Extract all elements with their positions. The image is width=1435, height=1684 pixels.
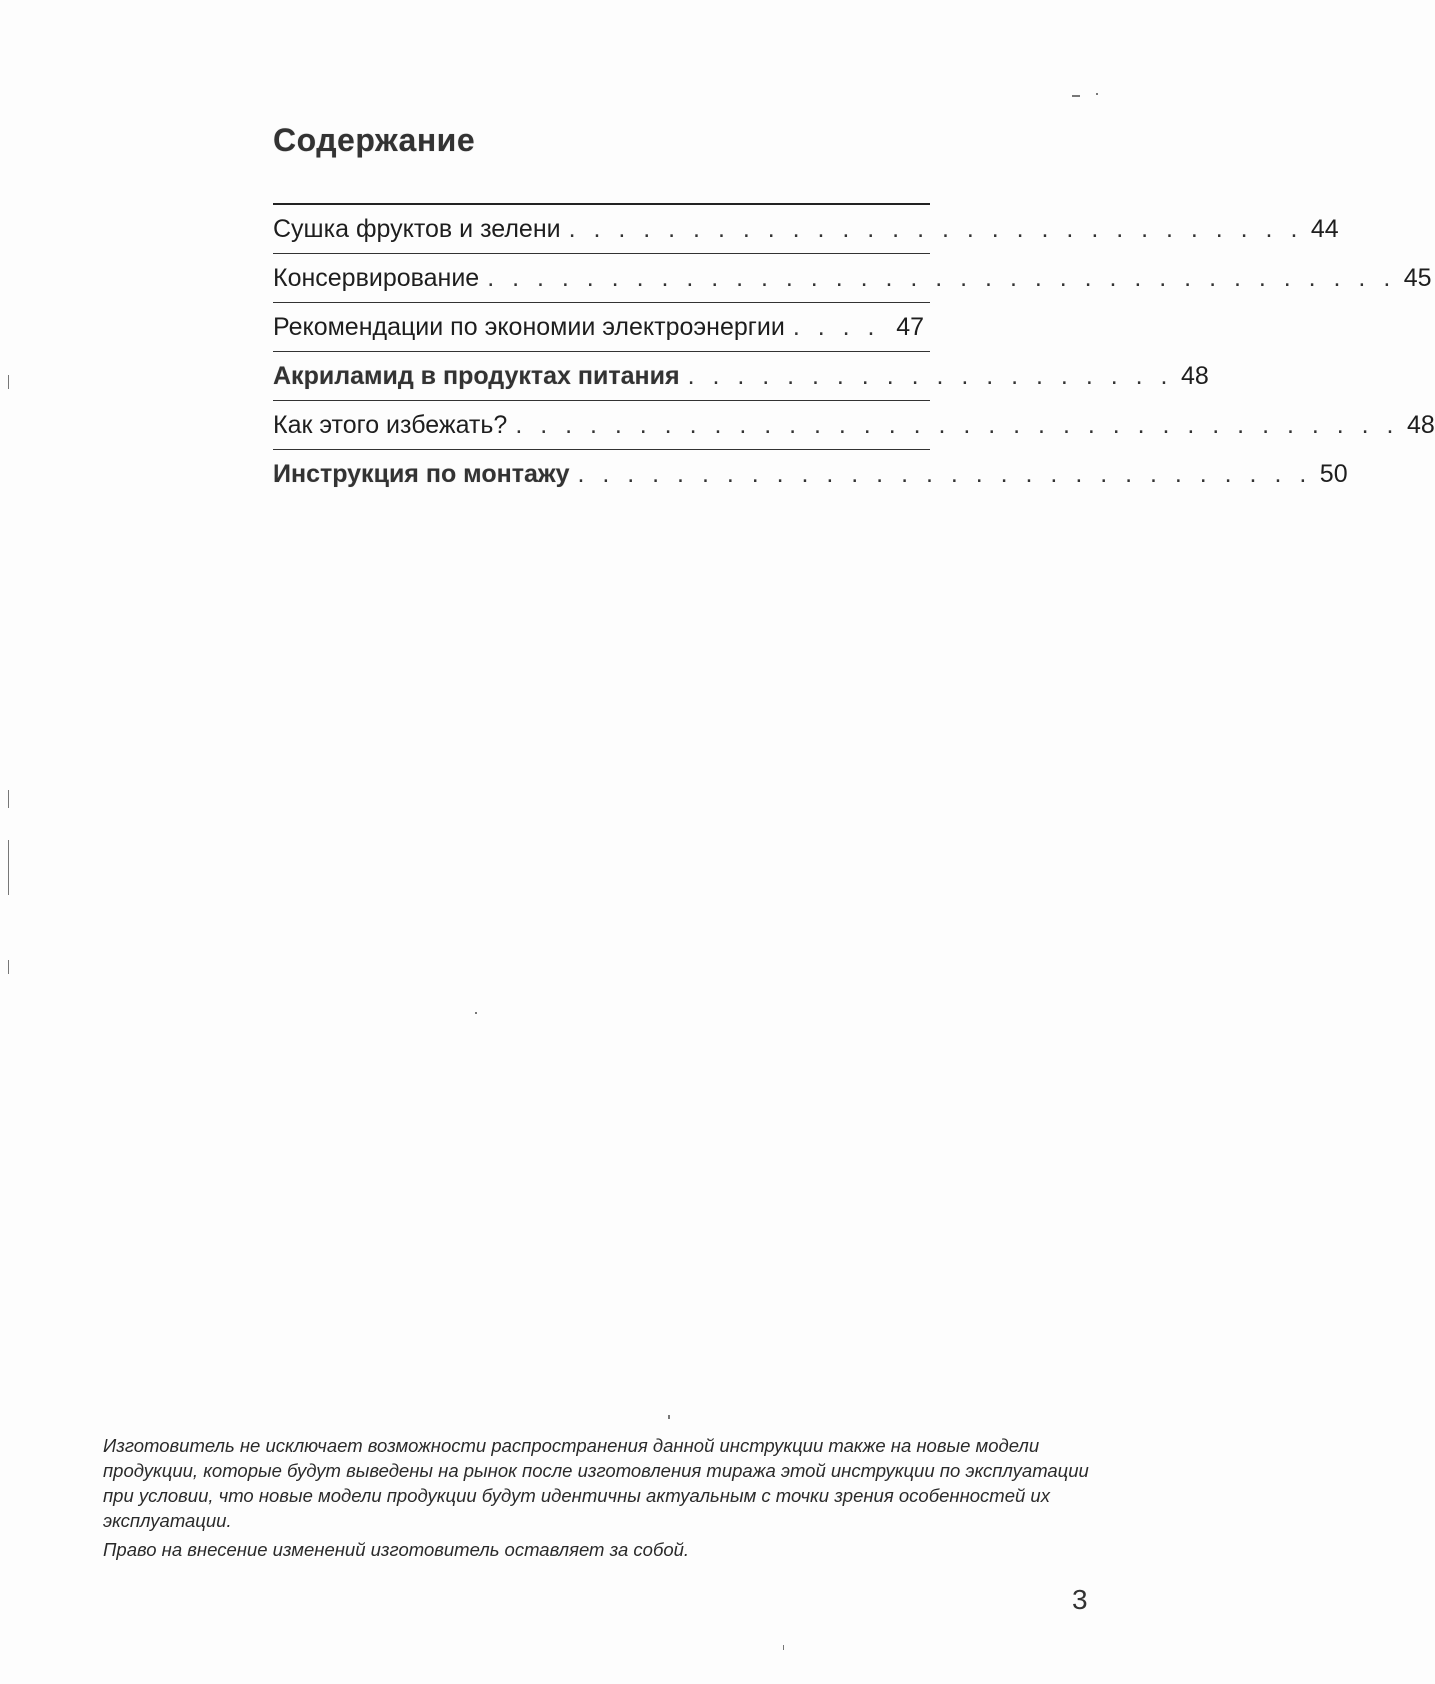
toc-leader-dots: . . . . . . . . . . . . . . . . . . . .: [687, 361, 1173, 390]
toc-entry-label: Рекомендации по экономии электроэнергии: [273, 312, 785, 341]
toc-entry-label: Сушка фруктов и зелени: [273, 214, 561, 243]
page-number: 3: [1072, 1584, 1088, 1615]
scan-speck: [1096, 93, 1098, 95]
page-title: Содержание: [273, 122, 476, 158]
toc-leader-dots: . . . . . . . . . . . . . . . . . . . . . . . . . . . . . . . . . . . .: [515, 410, 1399, 439]
scan-speck: [475, 1012, 477, 1014]
toc-leader-dots: . . . . . . . . . . . . . . . . . . . . . . . . . . . . . .: [568, 214, 1303, 243]
toc-entry-label: Консервирование: [273, 263, 480, 292]
toc-entry-page: 48: [1180, 361, 1209, 390]
scan-speck: [1072, 95, 1080, 97]
scan-speck: [668, 1415, 670, 1419]
toc-entry-page: 50: [1319, 460, 1348, 488]
scan-speck: [8, 960, 9, 974]
toc-entry[interactable]: [273, 205, 1339, 254]
manufacturer-disclaimer: Изготовитель не исключает возможности распространения данной инструкции также на новые модели продукции, которые будут выведены на рынок после изготовления тиража этой инструкции по эксплуатации при условии, что новые модели продукции будут идентичны актуальным с точки зрения особенностей их эксплуатации.: [103, 1435, 1089, 1531]
toc-entry-page: 48: [1406, 410, 1435, 439]
scan-speck: [783, 1645, 784, 1650]
toc-entry-page: 44: [1310, 214, 1339, 243]
toc-entry-label: Акриламид в продуктах питания: [273, 361, 680, 390]
toc-leader-dots: . . . . . . . . . . . . . . . . . . . . . . . . . . . . . . . . . . . . .: [487, 263, 1396, 292]
toc-entry[interactable]: [273, 401, 1435, 450]
scan-speck: [8, 840, 9, 895]
toc-entry-label: Как этого избежать?: [273, 410, 508, 439]
rights-notice: Право на внесение изменений изготовитель оставляет за собой.: [103, 1539, 690, 1560]
scan-speck: [8, 375, 9, 389]
toc-leader-dots: . . . .: [792, 312, 880, 341]
toc-leader-dots: . . . . . . . . . . . . . . . . . . . . . . . . . . . . . .: [577, 460, 1312, 488]
scan-speck: [8, 790, 9, 808]
toc-entry[interactable]: [273, 303, 930, 352]
toc-entry-page: 45: [1403, 263, 1432, 292]
toc-entry-page: 47: [896, 312, 924, 341]
toc-entry-label: Инструкция по монтажу: [273, 460, 570, 488]
table-of-contents: [273, 203, 1435, 499]
toc-entry[interactable]: [273, 352, 1209, 401]
toc-entry[interactable]: [273, 254, 1432, 303]
toc-entry[interactable]: [273, 450, 1348, 499]
